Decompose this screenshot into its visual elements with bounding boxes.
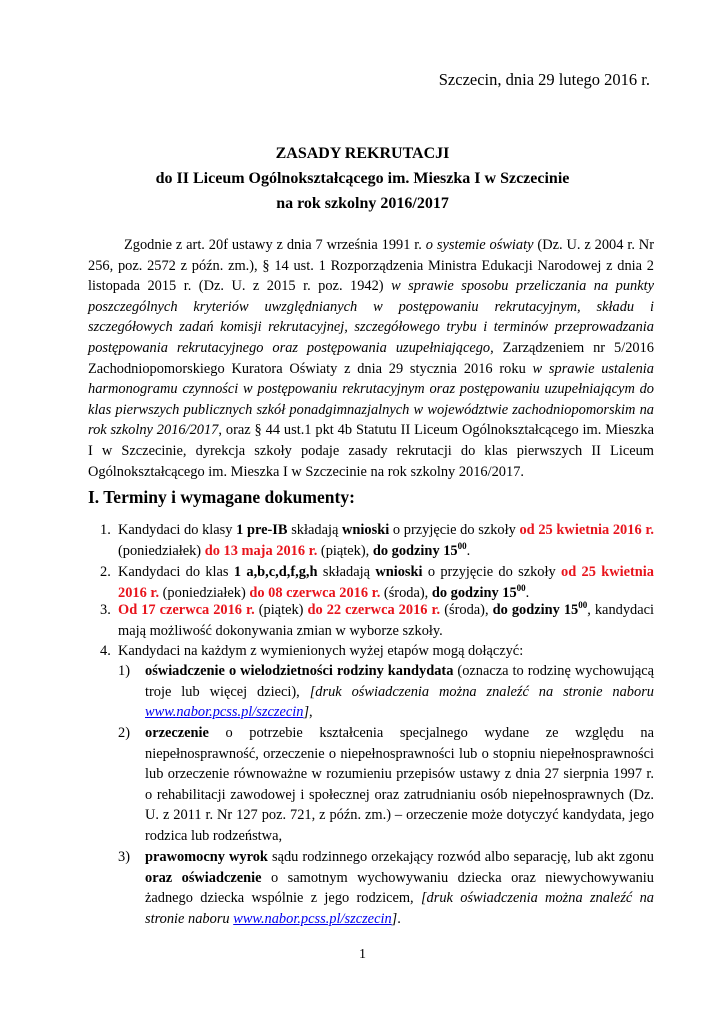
deadline-hour: do godziny 15 xyxy=(372,542,458,559)
page-number: 1 xyxy=(359,947,366,962)
intro-text: , Zarządzeniem nr 5/2016 Zachodniopomorskiego Kuratora Oświaty z dnia 29 stycznia 2016 roku xyxy=(88,339,654,377)
intro-italic: w sprawie sposobu przeliczania na punkty poszczególnych kryteriów uwzględnianych w postępowaniu rekrutacyjnym, składu i szczegółowych zadań komisji rekrutacyjnej, szczegółowego trybu i terminów przeprowadzania postępowania rekrutacyjnego oraz postępowania uzupełniającego xyxy=(88,278,654,356)
document-date: Szczecin, dnia 29 lutego 2016 r. xyxy=(438,70,650,89)
text: . xyxy=(397,910,401,927)
list-number: 2. xyxy=(100,564,111,580)
list-number: 1. xyxy=(100,522,111,538)
text: (piątek), xyxy=(317,542,373,559)
text: o przyjęcie do szkoły xyxy=(422,564,561,580)
text: Kandydaci do klasy xyxy=(118,522,237,538)
sub-text xyxy=(145,723,654,847)
sub-item-2 xyxy=(118,723,654,847)
text: o przyjęcie do szkoły xyxy=(389,522,520,538)
deadline-minutes: 00 xyxy=(516,582,526,593)
list-item-4 xyxy=(88,641,654,662)
note-italic: ] xyxy=(303,704,310,721)
start-date: od 25 kwietnia 2016 r. xyxy=(118,564,654,601)
class-name: 1 a,b,c,d,f,g,h xyxy=(233,564,318,580)
sub-text xyxy=(145,661,654,723)
intro-italic: w sprawie ustalenia harmonogramu czynności w postępowaniu rekrutacyjnym oraz postępowaniu uzupełniającym do klas pierwszych publicznych szkół ponadgimnazjalnych w województwie zachodniopomorskim na rok szkolny 2016/2017 xyxy=(88,360,654,439)
deadline-hour: do godziny 15 xyxy=(492,602,579,618)
sub-number: 2) xyxy=(118,725,130,741)
title-line-1: ZASADY REKRUTACJI xyxy=(275,145,450,162)
doc-name: oświadczenie o wielodzietności rodziny kandydata xyxy=(145,663,454,679)
list-item-3 xyxy=(88,600,654,641)
start-date: od 25 kwietnia 2016 r. xyxy=(519,522,654,538)
sub-number: 3) xyxy=(118,849,130,865)
wnioski-label: wnioski xyxy=(342,522,390,538)
list-text xyxy=(118,562,654,603)
start-date: Od 17 czerwca 2016 r. xyxy=(118,602,255,618)
intro-text: , oraz § 44 ust.1 pkt 4b Statutu II Liceum Ogólnokształcącego im. Mieszka I w Szczecinie, dyrekcja szkoły podaje zasady rekrutacji do klas pierwszych II Liceum Ogólnokształcącego im. Mieszka I w Szczecinie na rok szkolny 2016/2017. xyxy=(88,422,654,480)
intro-italic: o systemie oświaty xyxy=(425,237,534,253)
sub-text xyxy=(145,847,654,929)
wnioski-label: wnioski xyxy=(375,564,423,580)
doc-name: oraz oświadczenie xyxy=(145,869,262,886)
title-line-2: do II Liceum Ogólnokształcącego im. Mieszka I w Szczecinie xyxy=(155,170,570,187)
class-name: 1 pre-IB xyxy=(236,522,288,538)
intro-text: Zgodnie z art. 20f ustawy z dnia 7 września 1991 r. xyxy=(124,237,426,253)
list-item-1 xyxy=(88,520,654,561)
sub-item-3 xyxy=(118,847,654,929)
text: , kandydaci mają możliwość dokonywania zmian w wyborze szkoły. xyxy=(118,602,654,639)
text: (środa), xyxy=(380,584,432,601)
note-italic: ] xyxy=(391,910,398,927)
text: składają xyxy=(317,564,376,580)
text: sądu rodzinnego orzekający rozwód albo separację, lub akt zgonu xyxy=(267,849,654,865)
text: o potrzebie kształcenia specjalnego wydane ze względu na niepełnosprawność, orzeczenie o niepełnosprawności lub o stopniu niepełnosprawności lub orzeczenie równoważne w rozumieniu przepisów ustawy z dnia 27 sierpnia 1997 r. o rehabilitacji zawodowej i społecznej oraz zatrudnianiu osób niepełnosprawnych (Dz. U. z 2011 r. Nr 127 poz. 721, z późn. zm.) – orzeczenie może dotyczyć kandydata, jego rodzica lub rodzeństwa, xyxy=(145,725,654,844)
end-date: do 08 czerwca 2016 r. xyxy=(249,584,381,601)
text: Kandydaci do klas xyxy=(118,564,234,580)
note-italic: [druk oświadczenia można znaleźć na stronie naboru xyxy=(145,890,654,927)
text: . xyxy=(525,584,530,601)
sub-number: 1) xyxy=(118,663,130,679)
list-text xyxy=(118,600,654,641)
text: o samotnym wychowywaniu dziecka oraz niewychowywaniu żadnego dziecka wspólnie z jego rodzicem, xyxy=(145,869,654,907)
text: (piątek) xyxy=(254,602,308,618)
list-text xyxy=(118,520,654,561)
end-date: do 22 czerwca 2016 r. xyxy=(307,602,441,618)
list-number: 3. xyxy=(100,602,111,618)
sub-item-1 xyxy=(118,661,654,723)
text: , xyxy=(309,704,313,721)
text: (oznacza to rodzinę wychowującą troje lub więcej dzieci), xyxy=(145,663,654,700)
text: składają xyxy=(287,522,343,538)
text: (poniedziałek) xyxy=(118,542,205,559)
text: (poniedziałek) xyxy=(159,584,250,601)
intro-text: (Dz. U. z 2004 r. Nr 256, poz. 2572 z późn. zm.), § 14 ust. 1 Rozporządzenia Ministra Edukacji Narodowej z dnia 2 listopada 2015 r. (Dz. U. z 2015 r. poz. 1942) xyxy=(88,237,654,295)
deadline-minutes: 00 xyxy=(457,540,467,551)
deadline-minutes: 00 xyxy=(578,600,588,610)
doc-name: orzeczenie xyxy=(145,725,209,741)
text: . xyxy=(466,542,471,559)
list-item-2 xyxy=(88,562,654,603)
note-italic: [druk oświadczenia można znaleźć na stronie naboru xyxy=(309,683,654,700)
title-line-3: na rok szkolny 2016/2017 xyxy=(276,195,449,212)
nabor-link[interactable]: www.nabor.pcss.pl/szczecin xyxy=(233,910,392,927)
section-heading: I. Terminy i wymagane dokumenty: xyxy=(88,487,355,507)
text: (środa), xyxy=(440,602,493,618)
intro-paragraph xyxy=(88,235,654,482)
list-text: Kandydaci na każdym z wymienionych wyżej etapów mogą dołączyć: xyxy=(118,643,524,659)
deadline-hour: do godziny 15 xyxy=(431,584,517,601)
end-date: do 13 maja 2016 r. xyxy=(204,542,318,559)
list-number: 4. xyxy=(100,643,111,659)
doc-name: prawomocny wyrok xyxy=(145,849,268,865)
nabor-link[interactable]: www.nabor.pcss.pl/szczecin xyxy=(145,704,304,721)
